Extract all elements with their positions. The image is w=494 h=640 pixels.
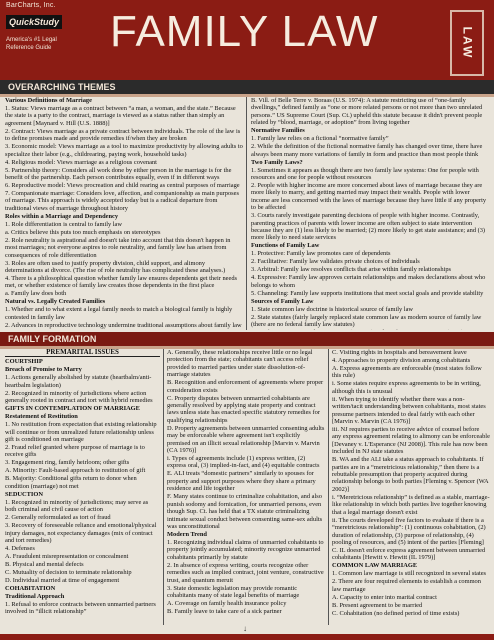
continue-arrow-icon: ↓: [243, 624, 247, 633]
text-line: 2. While the definition of the fictional normative family has changed over time, there have always been many more variations of family in form and practice than most people think: [251, 143, 483, 158]
text-line: 1. Refusal to enforce contracts between unmarried partners involved in “illicit relationship”: [5, 601, 156, 616]
subheading: COMMON LAW MARRIAGE: [332, 562, 418, 570]
subheading: COHABITATION: [5, 585, 56, 593]
text-line: 1. Family law relies on a fictional “normative family”: [251, 135, 389, 143]
subheading: Roles within a Marriage and Dependency: [5, 212, 119, 220]
vertical-label: LAW: [460, 26, 475, 60]
formation-section: [0, 349, 494, 625]
text-line: 4. Religious model: Views marriage as a religious covenant: [5, 158, 157, 166]
text-line: 4. There is a philosophical question whether family law ensures dependents get their needs met, or whether existence of family law creates those dependents in the first place: [5, 275, 238, 290]
text-line: ii. The courts developed five factors to evaluate if there is a “meretricious relationship”: (1) continuous cohabitation, (2) duration of relationship, (3) purpose of relationship, (4) pooling of resources, and (5) intent of the parties [Fleming]: [332, 516, 486, 546]
subheading: Breach of Promise to Marry: [5, 366, 82, 374]
subheading: Functions of Family Law: [251, 242, 320, 250]
text-line: 3. State domestic legislation may provide romantic cohabitants many of state legal benefits of marriage: [167, 584, 300, 599]
text-line: 4. Expressive: Family law approves certain relationships and makes declarations about who belongs to whom: [251, 274, 486, 289]
page-title: FAMILY LAW: [110, 7, 379, 56]
text-line: 2. Generally reformulated as tort of fraud: [5, 514, 111, 522]
text-line: D. Individual married at time of engagement: [5, 577, 120, 585]
text-line: A. Coverage on family health insurance policy: [167, 599, 287, 607]
subheading: GIFTS IN CONTEMPLATION OF MARRIAGE: [5, 405, 140, 413]
text-line: B. Present agreement to be married: [332, 601, 423, 609]
text-line: C. Visiting rights in hospitals and bereavement leave: [332, 349, 467, 356]
subheading: Traditional Approach: [5, 593, 65, 601]
subheading: Restatement of Restitution: [5, 413, 78, 421]
text-line: i. Some states require express agreements to be in writing, although this is unusual: [332, 380, 481, 395]
subheading: SEDUCTION: [5, 490, 43, 498]
text-line: 2. There are four required elements to establish a common law marriage: [332, 578, 481, 593]
subheading: Normative Families: [251, 127, 305, 135]
overarching-right-column: [251, 97, 489, 330]
section-title: FAMILY FORMATION: [8, 334, 97, 344]
text-line: A. Express agreements are enforceable (most states follow this rule): [332, 365, 482, 380]
text-line: C. Mutuality of decision to terminate relationship: [5, 569, 132, 577]
text-line: B. Recognition and enforcement of agreements where proper consideration exists: [167, 379, 324, 394]
text-line: F. Many states continue to criminalize cohabitation, and also punish sodomy and fornication, for unmarried persons, even though Sup. Ct. has held that a TX statute criminalizing intimate sexual conduct between consenting same-sex adults was unconstitutional: [167, 493, 323, 530]
text-line: D. Property agreements between unmarried consenting adults may be enforceable where agreement isn't explicitly premised on an illicit sexual relationship [Marvin v. Marvin (CA 1976)]: [167, 424, 325, 455]
text-line: 1. Status: Views marriage as a contract between “a man, a woman, and the state.” Because the state is a party to the contract, marriage is viewed as a status rather than simply an agreement [Maynard v. Hill (U.S. 1888)]: [5, 105, 236, 127]
text-line: 3. Roles are often used to justify property division, child support, and alimony determinations at divorce. (The rise of role neutrality has complicated these analyses.): [5, 259, 226, 275]
text-line: 2. Contract: Views marriage as a private contract between individuals. The role of the law is to define promises made and provide remedies if/when they are broken: [5, 127, 241, 143]
brand-name: BarCharts, Inc.: [6, 2, 56, 9]
text-line: i. “Meretricious relationship” is defined as a stable, marriage-like relationship in which both parties live together knowing that a legal marriage doesn't exist: [332, 493, 490, 516]
subheading: Modern Trend: [167, 530, 207, 538]
section-header-formation: [0, 332, 494, 346]
text-line: B. WA and the ALI take a status approach to cohabitants. If parties are in a “meretricious relationship,” then there is a rebuttable presumption that property acquired during relationship belongs to both parties [Fleming v. Spencer (WA 2002)]: [332, 456, 489, 493]
text-line: 1. Role differentiation is central to family law: [5, 220, 123, 228]
subheading: Sources of Family Law: [251, 297, 314, 305]
text-line: E. ALI treats “domestic partners” similarly to spouses for property and support purposes where they share a primary residence and life together: [167, 470, 316, 493]
text-line: B. Vill. of Belle Terre v. Boraas (U.S. 1974): A statute restricting use of “one-family dwellings,” defined family as “one or more related persons or not more than two unrelated persons.” US Supreme Court (Sup. Ct.) upheld this statute because it didn't prevent people related by “blood, marriage, or adoption” from living together: [251, 97, 483, 127]
text-line: 1. No restitution from expectation that existing relationship will continue or from unrealized future relationship unless gift is conditioned on marriage: [5, 421, 157, 444]
text-line: 1. Sometimes it appears as though there are two family law systems: One for people with resources and one for people without resources: [251, 166, 479, 182]
text-line: 1. Whether and to what extent a legal family needs to match a biological family is highly contested in family law: [5, 306, 233, 321]
section-title: OVERARCHING THEMES: [8, 82, 116, 92]
column-heading: PREMARITAL ISSUES: [5, 349, 160, 357]
text-line: 1. State common law doctrine is historical source of family law: [251, 305, 414, 313]
formation-column-2: [167, 349, 325, 625]
text-line: 2. Recognized in minority of jurisdictions where action generally rooted in contract and tort with hybrid remedies: [5, 389, 153, 405]
text-line: 1. Common law marriage is still recognized in several states: [332, 570, 487, 578]
text-line: B. Majority: Conditional gifts return to donor when condition (marriage) not met: [5, 475, 137, 490]
text-line: C. Cohabitation (no defined period of time exists): [332, 609, 460, 617]
subheading: Various Definitions of Marriage: [5, 97, 92, 104]
text-line: C. Property disputes between unmarried cohabitants are generally resolved by applying state property and contract laws unless state has enacted specific statutory remedies for qualifying relationships: [167, 394, 320, 424]
text-line: a. Family law does both: [5, 290, 67, 298]
overarching-section: [0, 97, 494, 330]
text-line: 3. Courts rarely investigate parenting decisions of people with higher income. Contrastly, parenting practices of parents with lower income are often subject to state intervention because they are (1) less likely to be married; (2) more likely to get state assistance; and (3) more likely to need state services: [251, 212, 486, 242]
section-header-overarching: [0, 80, 494, 94]
subheading: COURTSHIP: [5, 358, 43, 366]
text-line: B. Family leave to take care of a sick partner: [167, 607, 282, 615]
brand-tagline: America's #1 Legal Reference Guide: [6, 37, 57, 51]
text-line: 1. Recognized in minority of jurisdictions; may serve as both criminal and civil cause of action: [5, 498, 149, 514]
footer-bar: [0, 634, 494, 640]
text-line: B. Physical and mental defects: [5, 561, 84, 569]
text-line: 2. People with higher income are more concerned about laws of marriage because they are more likely to marry, and getting married may impact their wealth. People with lower income are less concerned with the laws of marriage because they have little if any property to be affected: [251, 182, 487, 212]
text-line: iii. NJ requires parties to receive advice of counsel before any express agreement relating to alimony can be enforceable [Devaney v. L'Esperance (NJ 2008)]. This rule has now been included in NJ state statutes: [332, 426, 490, 456]
text-line: 3. Economic model: Views marriage as a tool to maximize productivity by allowing adults to specialize their labor (e.g., childrearing, paying work, household tasks): [5, 143, 243, 158]
text-line: A. Generally, these relationships receive little or no legal protection from the state; cohabitants can't access relief provided to married parties under state dissolution-of-marriage statutes: [167, 349, 313, 379]
text-line: 1. Recognizing individual claims of unmarried cohabitants to property jointly accumulated; minority recognize unmarried cohabitants primarily by statute: [167, 538, 324, 561]
text-line: 2. Facilitative: Family law validates private choices of individuals: [251, 258, 420, 266]
text-line: a. Critics believe this puts too much emphasis on stereotypes: [5, 228, 161, 236]
column-divider: [328, 349, 329, 625]
column-divider: [163, 349, 164, 625]
text-line: 7. Companionate marriage: Considers love, affection, and companionship as main purposes of marriage. This approach is widely accepted today but is a radical departure from traditional views of marriage throughout history: [5, 190, 239, 212]
text-line: 3. Recovery of foreseeable reliance and emotional/physical injury damages, not expectancy damages (mix of contract and tort remedies): [5, 522, 157, 545]
text-line: A. Fraudulent misrepresentation or concealment: [5, 553, 129, 561]
text-line: 2. State statutes (fairly largely replaced state common law as modern source of family law (there are no federal family law statutes): [251, 313, 482, 329]
text-line: 3. Engagement ring, family heirloom; other gifts: [5, 459, 130, 467]
header-banner: [0, 0, 494, 80]
text-line: 5. Channeling: Family law supports institutions that meet social goals and provide stability: [251, 289, 484, 297]
text-line: 4. Approaches to property division among cohabitants: [332, 357, 471, 364]
text-line: 6. Reproductive model: Views procreation and child rearing as central purposes of marriage: [5, 182, 240, 190]
series-logo: QuickStudy: [6, 15, 62, 29]
subheading: Natural vs. Legally Created Families: [5, 298, 106, 306]
text-line: 1. Actions generally abolished by statute (heartbalm/anti-heartbalm legislation): [5, 374, 152, 389]
text-line: 1. Protective: Family law promotes care of dependents: [251, 250, 391, 258]
text-line: 2. Fraud relief granted where purpose of marriage is to receive gifts: [5, 444, 145, 459]
overarching-left-column: [5, 97, 243, 330]
text-line: C. IL doesn't enforce express agreement between unmarried cohabitants [Hewitt v. Hewitt (IL 1979)]: [332, 546, 486, 562]
text-line: 5. Partnership theory: Considers all work done by either person in the marriage is for the benefit of the partnership. Each person contributes equally, even if in different ways: [5, 166, 232, 182]
text-line: 4. Defenses: [5, 545, 35, 553]
brand-block: [6, 2, 74, 76]
subheading: Two Family Laws?: [251, 158, 303, 166]
text-line: i. Types of agreements include (1) express written, (2) express oral, (3) implied-in-fact, and (4) equitable contracts: [167, 455, 320, 470]
text-line: A. Capacity to enter into marital contract: [332, 593, 437, 601]
text-line: 2. Advances in reproductive technology undermine traditional assumptions about family law: [5, 321, 242, 329]
formation-column-1: [5, 349, 160, 625]
text-line: 3. Arbitral: Family law resolves conflicts that arise within family relationships: [251, 266, 452, 274]
text-line: A. Minority: Fault-based approach to restitution of gift: [5, 467, 146, 475]
text-line: 2. Role neutrality is aspirational and doesn't take into account that this doesn't happen in most marriages; not everyone aspires to role neutrality, and family law has arisen from consequences of role differentiation: [5, 236, 231, 259]
column-divider: [246, 97, 247, 330]
vertical-label-box: [450, 10, 484, 76]
text-line: [251, 329, 489, 330]
column-body: [5, 358, 160, 615]
text-line: 2. In absence of express writing, courts recognize other remedies such as implied contract, joint venture, constructive trust, and quantum meruit: [167, 561, 324, 584]
text-line: ii. When trying to identify whether there was a non-written/tacit understanding between cohabitants, most states presume partners intended to deal fairly with each other [Marvin v. Marvin (CA 1976)]: [332, 395, 486, 426]
formation-column-3: [332, 349, 490, 625]
